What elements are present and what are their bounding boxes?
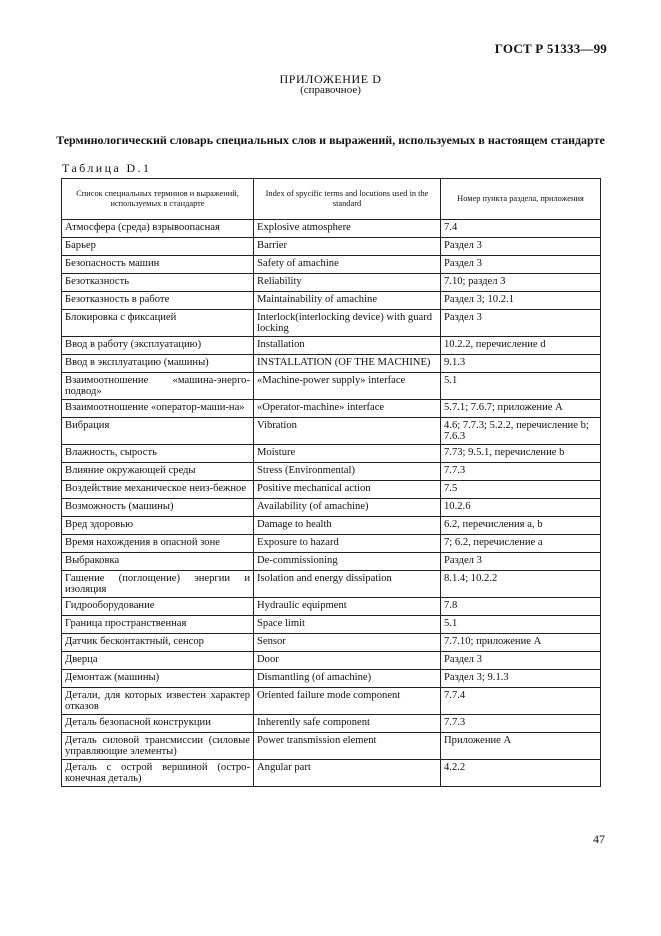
term-ru: Взаимоотношение «машина-энерго-подвод» <box>62 373 254 400</box>
term-ru: Барьер <box>62 238 254 256</box>
term-ru: Датчик бесконтактный, сенсор <box>62 634 254 652</box>
term-ru: Блокировка с фиксацией <box>62 310 254 337</box>
table-row <box>62 652 601 670</box>
term-ru: Дверца <box>62 652 254 670</box>
table-row <box>62 598 601 616</box>
term-en: Installation <box>254 337 441 355</box>
term-en: «Operator-machine» interface <box>254 400 441 418</box>
term-ru: Атмосфера (среда) взрывоопасная <box>62 220 254 238</box>
term-en: Vibration <box>254 418 441 445</box>
term-ru: Влажность, сырость <box>62 445 254 463</box>
term-en: Maintainability of amachine <box>254 292 441 310</box>
header-english-terms: Index of spycific terms and locutions used in the standard <box>254 179 441 220</box>
term-en: Explosive atmosphere <box>254 220 441 238</box>
table-row <box>62 274 601 292</box>
table-row <box>62 463 601 481</box>
term-en: Isolation and energy dissipation <box>254 571 441 598</box>
table-row <box>62 256 601 274</box>
term-en: Stress (Environmental) <box>254 463 441 481</box>
section-ref: 9.1.3 <box>441 355 601 373</box>
term-en: Dismantling (of amachine) <box>254 670 441 688</box>
term-ru: Выбраковка <box>62 553 254 571</box>
term-ru: Граница пространственная <box>62 616 254 634</box>
standard-code: ГОСТ Р 51333—99 <box>494 41 607 56</box>
table-row <box>62 355 601 373</box>
term-en: Space limit <box>254 616 441 634</box>
section-ref: 5.1 <box>441 616 601 634</box>
term-en: Positive mechanical action <box>254 481 441 499</box>
table-body <box>62 220 601 787</box>
term-ru: Вибрация <box>62 418 254 445</box>
section-ref: 7.4 <box>441 220 601 238</box>
section-ref: Раздел 3 <box>441 238 601 256</box>
section-ref: 7.8 <box>441 598 601 616</box>
section-ref: 8.1.4; 10.2.2 <box>441 571 601 598</box>
table-row <box>62 670 601 688</box>
term-ru: Ввод в эксплуатацию (машины) <box>62 355 254 373</box>
section-ref: 7.7.3 <box>441 715 601 733</box>
section-ref: 4.6; 7.7.3; 5.2.2, перечисление b; 7.6.3 <box>441 418 601 445</box>
table-row <box>62 481 601 499</box>
term-ru: Безотказность в работе <box>62 292 254 310</box>
term-en: Hydraulic equipment <box>254 598 441 616</box>
table-row <box>62 445 601 463</box>
term-ru: Вред здоровью <box>62 517 254 535</box>
term-ru: Воздействие механическое неиз-бежное <box>62 481 254 499</box>
term-ru: Детали, для которых известен характер отказов <box>62 688 254 715</box>
table-label: Таблица D.1 <box>62 161 152 175</box>
section-ref: 10.2.6 <box>441 499 601 517</box>
header-russian-terms: Список специальных терминов и выражений, используемых в стандарте <box>62 179 254 220</box>
term-en: Inherently safe component <box>254 715 441 733</box>
page-number: 47 <box>593 832 605 846</box>
term-ru: Деталь с острой вершиной (остро-конечная деталь) <box>62 760 254 787</box>
term-en: Sensor <box>254 634 441 652</box>
term-en: INSTALLATION (OF THE MACHINE) <box>254 355 441 373</box>
term-en: Barrier <box>254 238 441 256</box>
section-ref: Раздел 3; 10.2.1 <box>441 292 601 310</box>
table-row <box>62 760 601 787</box>
term-en: Interlock(interlocking device) with guard locking <box>254 310 441 337</box>
table-row <box>62 688 601 715</box>
section-ref: Раздел 3; 9.1.3 <box>441 670 601 688</box>
term-ru: Ввод в работу (эксплуатацию) <box>62 337 254 355</box>
section-ref: Раздел 3 <box>441 256 601 274</box>
term-ru: Деталь силовой трансмиссии (силовые управляющие элементы) <box>62 733 254 760</box>
table-row <box>62 733 601 760</box>
term-ru: Демонтаж (машины) <box>62 670 254 688</box>
section-ref: Раздел 3 <box>441 553 601 571</box>
term-ru: Время нахождения в опасной зоне <box>62 535 254 553</box>
section-ref: 7; 6.2, перечисление а <box>441 535 601 553</box>
section-ref: 7.7.4 <box>441 688 601 715</box>
table-row <box>62 616 601 634</box>
table-row <box>62 292 601 310</box>
term-ru: Гидрооборудование <box>62 598 254 616</box>
term-ru: Безотказность <box>62 274 254 292</box>
term-en: Angular part <box>254 760 441 787</box>
term-en: Availability (of amachine) <box>254 499 441 517</box>
table-row <box>62 238 601 256</box>
term-ru: Взаимоотношение «оператор-маши-на» <box>62 400 254 418</box>
table-row <box>62 499 601 517</box>
section-ref: Раздел 3 <box>441 652 601 670</box>
term-en: Power transmission element <box>254 733 441 760</box>
section-ref: 5.1 <box>441 373 601 400</box>
section-ref: 10.2.2, перечисление d <box>441 337 601 355</box>
table-row <box>62 553 601 571</box>
term-en: Damage to health <box>254 517 441 535</box>
table-row <box>62 400 601 418</box>
table-row <box>62 517 601 535</box>
term-en: Safety of amachine <box>254 256 441 274</box>
term-en: De-commissioning <box>254 553 441 571</box>
table-row <box>62 715 601 733</box>
section-ref: Раздел 3 <box>441 310 601 337</box>
section-ref: 7.73; 9.5.1, перечисление b <box>441 445 601 463</box>
section-ref: 7.7.3 <box>441 463 601 481</box>
term-ru: Деталь безопасной конструкции <box>62 715 254 733</box>
table-row <box>62 418 601 445</box>
term-en: Oriented failure mode component <box>254 688 441 715</box>
term-en: «Machine-power supply» interface <box>254 373 441 400</box>
term-en: Moisture <box>254 445 441 463</box>
section-ref: 7.7.10; приложение А <box>441 634 601 652</box>
section-ref: Приложение А <box>441 733 601 760</box>
table-row <box>62 337 601 355</box>
term-ru: Возможность (машины) <box>62 499 254 517</box>
term-en: Reliability <box>254 274 441 292</box>
section-ref: 7.5 <box>441 481 601 499</box>
section-ref: 6.2, перечисления a, b <box>441 517 601 535</box>
table-row <box>62 310 601 337</box>
header-section-number: Номер пункта раздела, приложения <box>441 179 601 220</box>
appendix-title: ПРИЛОЖЕНИЕ D <box>279 72 382 86</box>
table-header-row <box>62 179 601 220</box>
table-row <box>62 634 601 652</box>
appendix-subtitle: (справочное) <box>300 84 361 96</box>
terms-table <box>61 178 601 787</box>
term-en: Exposure to hazard <box>254 535 441 553</box>
term-ru: Безопасность машин <box>62 256 254 274</box>
table-row <box>62 571 601 598</box>
term-ru: Гашение (поглощение) энергии и изоляция <box>62 571 254 598</box>
table-row <box>62 220 601 238</box>
section-ref: 5.7.1; 7.6.7; приложение А <box>441 400 601 418</box>
section-ref: 4.2.2 <box>441 760 601 787</box>
term-en: Door <box>254 652 441 670</box>
term-ru: Влияние окружающей среды <box>62 463 254 481</box>
section-ref: 7.10; раздел 3 <box>441 274 601 292</box>
table-row <box>62 535 601 553</box>
document-title: Терминологический словарь специальных слов и выражений, используемых в настоящем стандарте <box>56 133 605 147</box>
table-row <box>62 373 601 400</box>
